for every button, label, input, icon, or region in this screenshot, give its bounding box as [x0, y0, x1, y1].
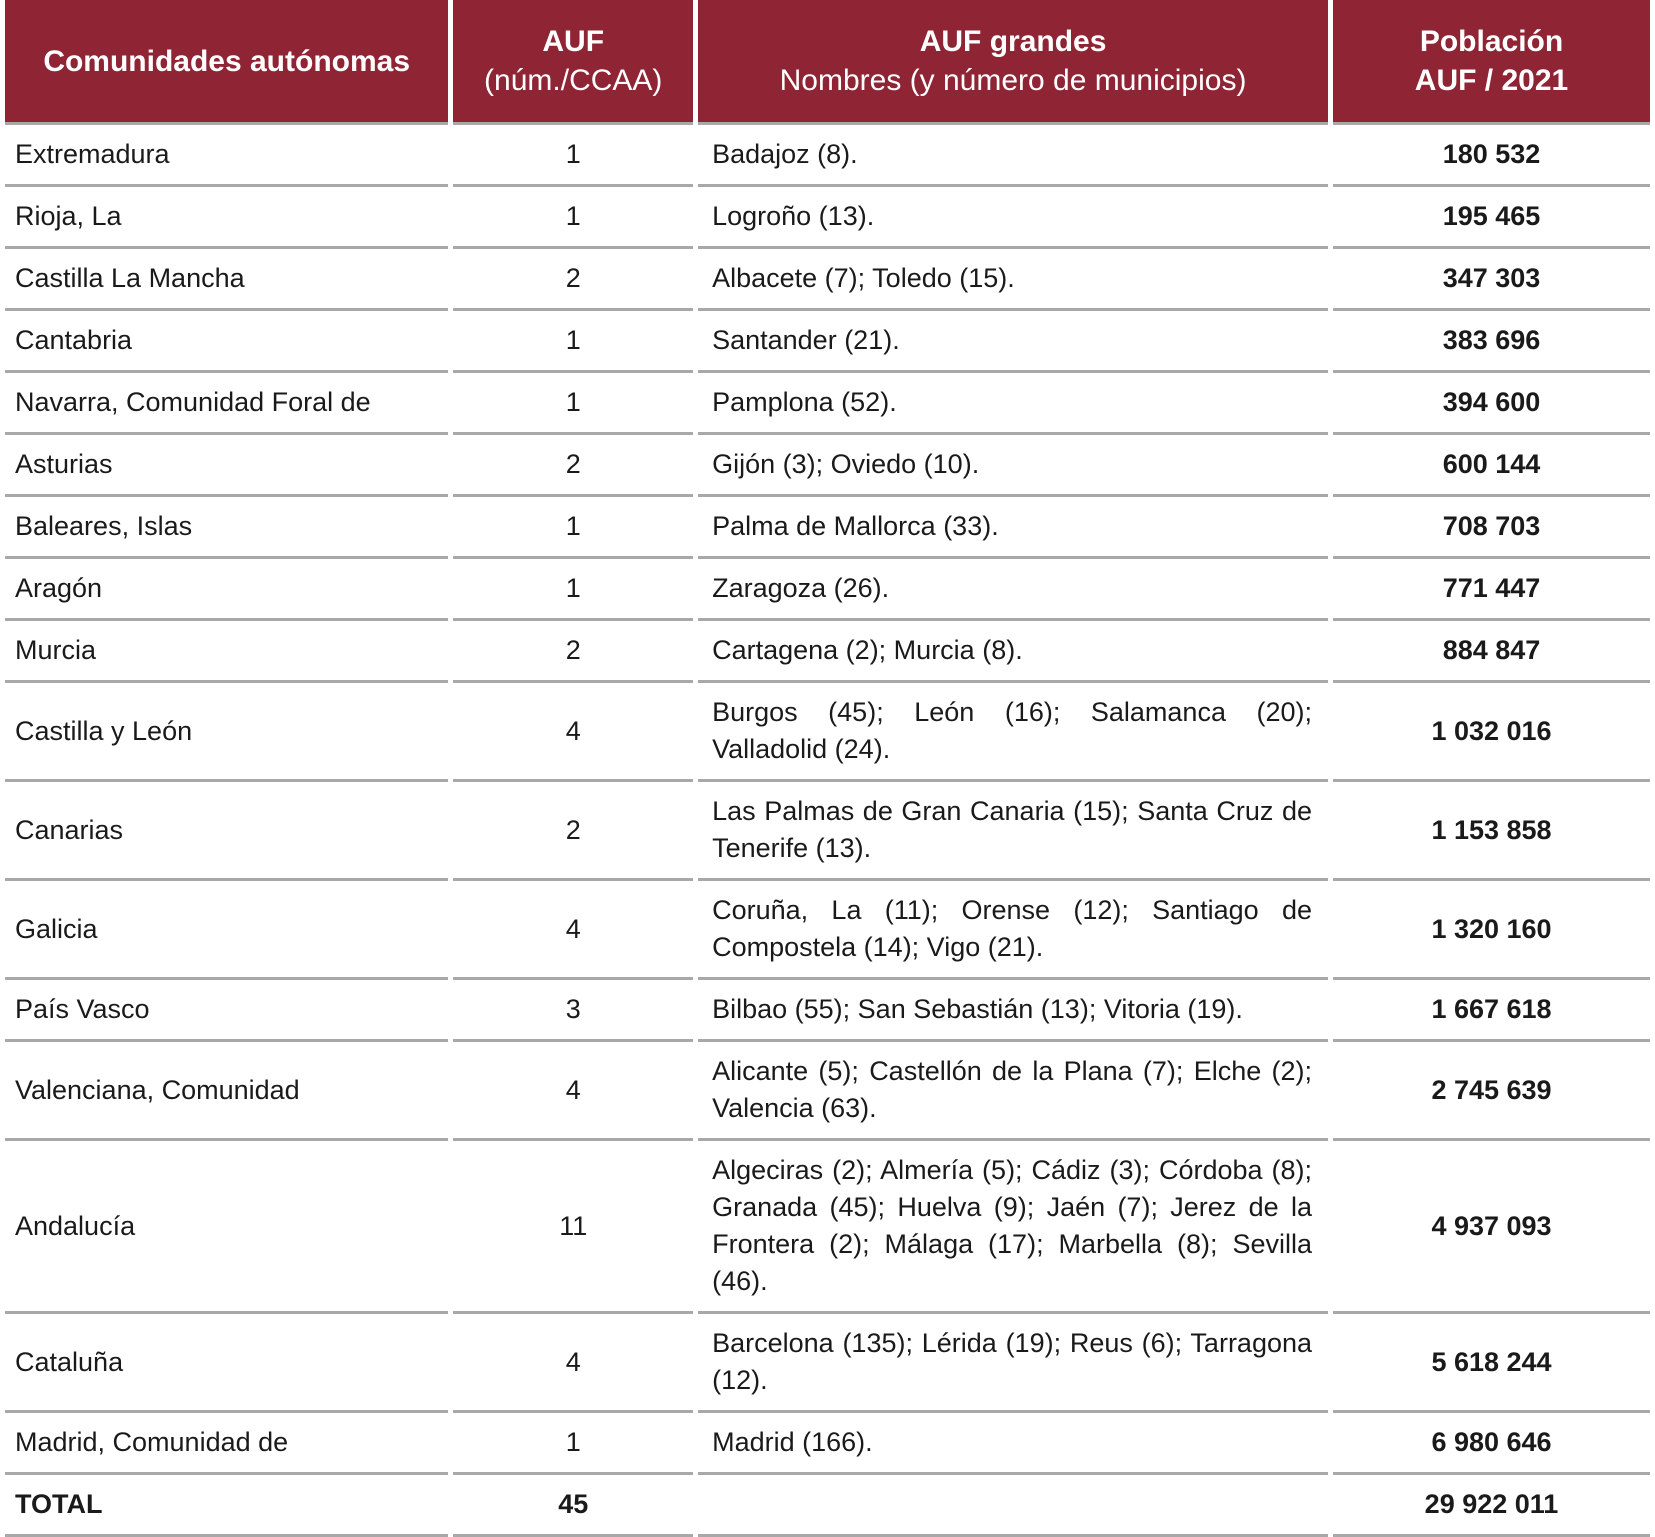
cell-auf-nombres: Algeciras (2); Almería (5); Cádiz (3); Córdoba (8); Granada (45); Huelva (9); Jaén (7); Jerez de la Frontera (2); Málaga (17); Marbella (8); Sevilla (46).	[698, 1141, 1328, 1314]
cell-ccaa-total: TOTAL	[5, 1475, 448, 1537]
table-row-cataluna	[5, 1314, 1650, 1413]
cell-auf-count: 1	[453, 311, 693, 373]
table-header	[5, 0, 1650, 125]
cell-poblacion: 771 447	[1333, 559, 1650, 621]
table-row-extremadura	[5, 125, 1650, 187]
cell-auf-count: 1	[453, 373, 693, 435]
table-row-total	[5, 1475, 1650, 1537]
cell-auf-nombres-total	[698, 1475, 1328, 1537]
cell-poblacion: 6 980 646	[1333, 1413, 1650, 1475]
cell-poblacion: 394 600	[1333, 373, 1650, 435]
cell-auf-nombres: Coruña, La (11); Orense (12); Santiago de Compostela (14); Vigo (21).	[698, 881, 1328, 980]
cell-poblacion: 180 532	[1333, 125, 1650, 187]
cell-auf-count: 11	[453, 1141, 693, 1314]
col-header-poblacion-sublabel: AUF / 2021	[1414, 64, 1569, 97]
cell-ccaa: Galicia	[5, 881, 448, 980]
cell-auf-count: 4	[453, 683, 693, 782]
table-row-navarra	[5, 373, 1650, 435]
cell-poblacion: 884 847	[1333, 621, 1650, 683]
table-row-cantabria	[5, 311, 1650, 373]
col-header-comunidades-label: Comunidades autónomas	[43, 44, 411, 78]
cell-auf-count: 4	[453, 1314, 693, 1413]
cell-auf-count: 2	[453, 435, 693, 497]
cell-ccaa: Extremadura	[5, 125, 448, 187]
cell-auf-nombres: Albacete (7); Toledo (15).	[698, 249, 1328, 311]
cell-ccaa: Rioja, La	[5, 187, 448, 249]
cell-ccaa: Castilla La Mancha	[5, 249, 448, 311]
table-row-valenciana	[5, 1042, 1650, 1141]
table-row-castilla-la-mancha	[5, 249, 1650, 311]
cell-ccaa: Baleares, Islas	[5, 497, 448, 559]
table-row-murcia	[5, 621, 1650, 683]
cell-poblacion: 347 303	[1333, 249, 1650, 311]
header-row	[5, 0, 1650, 125]
cell-poblacion: 2 745 639	[1333, 1042, 1650, 1141]
cell-poblacion: 600 144	[1333, 435, 1650, 497]
table-row-rioja	[5, 187, 1650, 249]
cell-auf-count: 4	[453, 1042, 693, 1141]
table-row-madrid	[5, 1413, 1650, 1475]
cell-auf-count-total: 45	[453, 1475, 693, 1537]
col-header-poblacion-label: Población	[1419, 25, 1564, 58]
col-header-auf-sublabel: (núm./CCAA)	[484, 64, 663, 97]
cell-auf-count: 2	[453, 621, 693, 683]
cell-auf-nombres: Bilbao (55); San Sebastián (13); Vitoria (19).	[698, 980, 1328, 1042]
cell-auf-nombres: Madrid (166).	[698, 1413, 1328, 1475]
cell-ccaa: Asturias	[5, 435, 448, 497]
cell-auf-nombres: Burgos (45); León (16); Salamanca (20); Valladolid (24).	[698, 683, 1328, 782]
table-row-asturias	[5, 435, 1650, 497]
col-header-auf	[453, 0, 693, 125]
cell-auf-nombres: Alicante (5); Castellón de la Plana (7); Elche (2); Valencia (63).	[698, 1042, 1328, 1141]
cell-auf-count: 1	[453, 187, 693, 249]
cell-auf-count: 3	[453, 980, 693, 1042]
cell-auf-count: 1	[453, 125, 693, 187]
cell-poblacion: 195 465	[1333, 187, 1650, 249]
col-header-comunidades	[5, 0, 448, 125]
cell-ccaa: Cataluña	[5, 1314, 448, 1413]
cell-poblacion: 383 696	[1333, 311, 1650, 373]
cell-ccaa: Aragón	[5, 559, 448, 621]
cell-ccaa: Canarias	[5, 782, 448, 881]
cell-poblacion: 1 153 858	[1333, 782, 1650, 881]
table-row-galicia	[5, 881, 1650, 980]
cell-ccaa: Andalucía	[5, 1141, 448, 1314]
cell-auf-count: 1	[453, 497, 693, 559]
cell-auf-nombres: Logroño (13).	[698, 187, 1328, 249]
cell-auf-nombres: Barcelona (135); Lérida (19); Reus (6); Tarragona (12).	[698, 1314, 1328, 1413]
cell-poblacion: 5 618 244	[1333, 1314, 1650, 1413]
cell-auf-count: 2	[453, 782, 693, 881]
cell-ccaa: País Vasco	[5, 980, 448, 1042]
cell-auf-count: 1	[453, 559, 693, 621]
cell-auf-nombres: Las Palmas de Gran Canaria (15); Santa Cruz de Tenerife (13).	[698, 782, 1328, 881]
table-row-aragon	[5, 559, 1650, 621]
cell-auf-count: 2	[453, 249, 693, 311]
cell-auf-nombres: Zaragoza (26).	[698, 559, 1328, 621]
cell-poblacion: 4 937 093	[1333, 1141, 1650, 1314]
table-row-castilla-y-leon	[5, 683, 1650, 782]
cell-auf-nombres: Badajoz (8).	[698, 125, 1328, 187]
cell-poblacion: 708 703	[1333, 497, 1650, 559]
cell-ccaa: Madrid, Comunidad de	[5, 1413, 448, 1475]
table-row-pais-vasco	[5, 980, 1650, 1042]
cell-ccaa: Navarra, Comunidad Foral de	[5, 373, 448, 435]
cell-auf-nombres: Palma de Mallorca (33).	[698, 497, 1328, 559]
col-header-auf-label: AUF	[542, 25, 605, 58]
table-body	[5, 125, 1650, 1537]
col-header-auf-grandes-sublabel: Nombres (y número de municipios)	[779, 64, 1247, 97]
cell-ccaa: Murcia	[5, 621, 448, 683]
cell-auf-nombres: Cartagena (2); Murcia (8).	[698, 621, 1328, 683]
cell-auf-nombres: Pamplona (52).	[698, 373, 1328, 435]
cell-ccaa: Cantabria	[5, 311, 448, 373]
table-row-baleares	[5, 497, 1650, 559]
table-row-canarias	[5, 782, 1650, 881]
cell-auf-count: 1	[453, 1413, 693, 1475]
cell-auf-count: 4	[453, 881, 693, 980]
cell-poblacion: 1 320 160	[1333, 881, 1650, 980]
col-header-auf-grandes	[698, 0, 1328, 125]
cell-auf-nombres: Santander (21).	[698, 311, 1328, 373]
cell-poblacion: 1 667 618	[1333, 980, 1650, 1042]
cell-ccaa: Castilla y León	[5, 683, 448, 782]
col-header-auf-grandes-label: AUF grandes	[919, 25, 1107, 58]
cell-auf-nombres: Gijón (3); Oviedo (10).	[698, 435, 1328, 497]
cell-poblacion-total: 29 922 011	[1333, 1475, 1650, 1537]
cell-poblacion: 1 032 016	[1333, 683, 1650, 782]
table-row-andalucia	[5, 1141, 1650, 1314]
col-header-poblacion	[1333, 0, 1650, 125]
cell-ccaa: Valenciana, Comunidad	[5, 1042, 448, 1141]
